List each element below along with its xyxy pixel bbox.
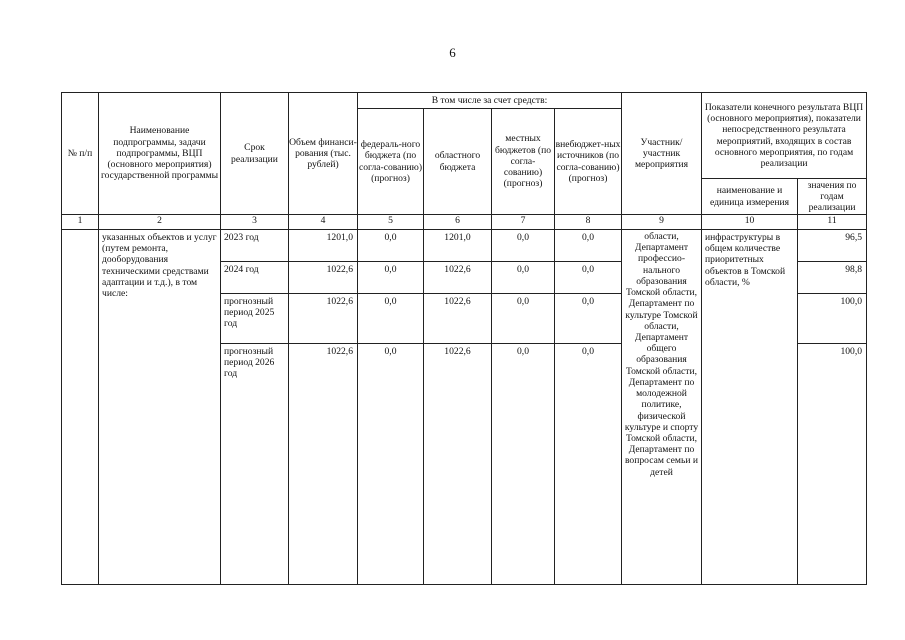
period-cell: прогнозный период 2026 год <box>221 344 289 585</box>
header-period: Срок реализации <box>221 93 289 215</box>
header-indicator-value: значения по годам реализации <box>798 179 867 215</box>
header-num: № п/п <box>62 93 99 215</box>
local-cell: 0,0 <box>492 294 555 344</box>
regional-cell: 1022,6 <box>424 294 492 344</box>
total-cell: 1022,6 <box>289 262 358 294</box>
indicator-value-cell: 100,0 <box>798 344 867 585</box>
header-indicators-group: Показатели конечного результата ВЦП (основного мероприятия), показатели непосредственного результата мероприятий, входящих в состав основного мероприятия, по годам реализации <box>702 93 867 179</box>
extra-cell: 0,0 <box>555 262 622 294</box>
row-num-cell <box>62 230 99 585</box>
column-number: 1 <box>62 215 99 230</box>
regional-cell: 1022,6 <box>424 344 492 585</box>
header-name: Наименование подпрограммы, задачи подпрограммы, ВЦП (основного мероприятия) государственной программы <box>99 93 221 215</box>
period-cell: 2023 год <box>221 230 289 262</box>
header-participant: Участник/ участник мероприятия <box>622 93 702 215</box>
header-extrabudget: внебюджет-ных источников (по согла-сованию) (прогноз) <box>555 109 622 215</box>
indicator-value-cell: 98,8 <box>798 262 867 294</box>
local-cell: 0,0 <box>492 230 555 262</box>
header-local: местных бюджетов (по согла-сованию) (прогноз) <box>492 109 555 215</box>
total-cell: 1022,6 <box>289 294 358 344</box>
program-name-cell: указанных объектов и услуг (путем ремонта, дооборудования техническими средствами адаптации и т.д.), в том числе: <box>99 230 221 585</box>
column-number: 6 <box>424 215 492 230</box>
indicator-value-cell: 100,0 <box>798 294 867 344</box>
total-cell: 1022,6 <box>289 344 358 585</box>
local-cell: 0,0 <box>492 344 555 585</box>
column-number: 3 <box>221 215 289 230</box>
column-number: 9 <box>622 215 702 230</box>
column-number: 11 <box>798 215 867 230</box>
page-number: 6 <box>449 45 456 60</box>
header-indicator-name: наименование и единица измерения <box>702 179 798 215</box>
participant-cell: области, Департамент профессио-нального образования Томской области, Департамент по культуре Томской области, Департамент общего образования Томской области, Департамент по молодежной политике, физической культуре и спорту Томской области, Департамент по вопросам семьи и детей <box>622 230 702 585</box>
column-number: 7 <box>492 215 555 230</box>
header-regional: областного бюджета <box>424 109 492 215</box>
regional-cell: 1201,0 <box>424 230 492 262</box>
column-number: 8 <box>555 215 622 230</box>
extra-cell: 0,0 <box>555 294 622 344</box>
column-number: 10 <box>702 215 798 230</box>
extra-cell: 0,0 <box>555 230 622 262</box>
federal-cell: 0,0 <box>358 294 424 344</box>
regional-cell: 1022,6 <box>424 262 492 294</box>
header-federal: федераль-ного бюджета (по согла-сованию) (прогноз) <box>358 109 424 215</box>
local-cell: 0,0 <box>492 262 555 294</box>
period-cell: 2024 год <box>221 262 289 294</box>
column-number: 4 <box>289 215 358 230</box>
table-row <box>62 230 867 262</box>
program-table <box>61 92 867 585</box>
total-cell: 1201,0 <box>289 230 358 262</box>
header-volume: Объем финанси-рования (тыс. рублей) <box>289 93 358 215</box>
extra-cell: 0,0 <box>555 344 622 585</box>
indicator-value-cell: 96,5 <box>798 230 867 262</box>
federal-cell: 0,0 <box>358 344 424 585</box>
column-number: 2 <box>99 215 221 230</box>
header-funding-group: В том числе за счет средств: <box>358 93 622 109</box>
federal-cell: 0,0 <box>358 262 424 294</box>
federal-cell: 0,0 <box>358 230 424 262</box>
period-cell: прогнозный период 2025 год <box>221 294 289 344</box>
column-number: 5 <box>358 215 424 230</box>
indicator-name-cell: инфраструктуры в общем количестве приоритетных объектов в Томской области, % <box>702 230 798 585</box>
